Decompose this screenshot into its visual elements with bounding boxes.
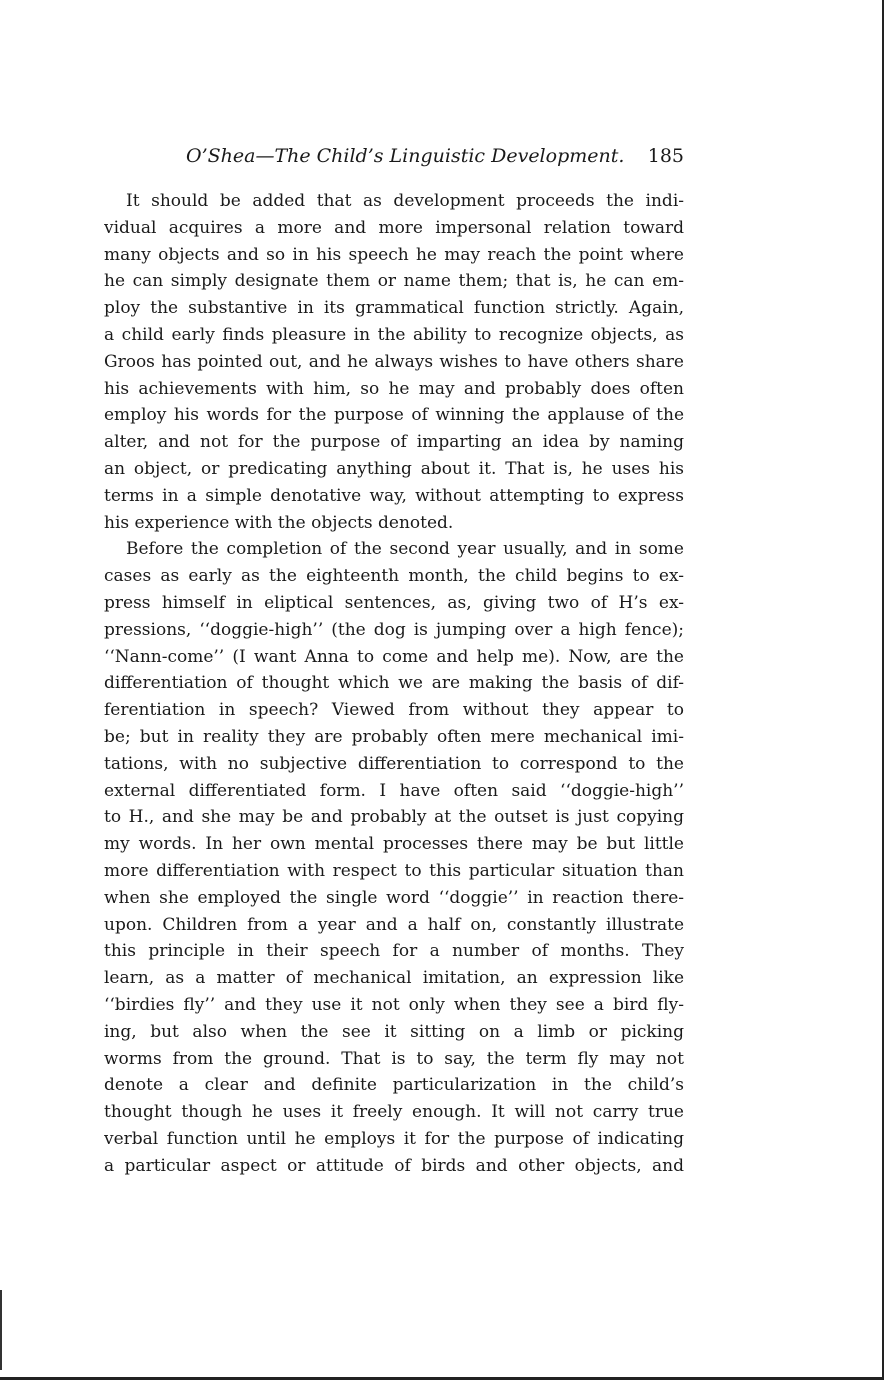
- text-line: pressions, ‘‘doggie-high’’ (the dog is jumping over a high fence);: [104, 619, 684, 640]
- text-line: press himself in eliptical sentences, as, giving two of H’s ex-: [104, 592, 684, 613]
- text-line: Groos has pointed out, and he always wishes to have others share: [104, 351, 684, 372]
- text-line: my words. In her own mental processes there may be but little: [104, 834, 684, 855]
- text-line: verbal function until he employs it for the purpose of indicating: [104, 1128, 684, 1149]
- text-line: vidual acquires a more and more impersonal relation toward: [104, 217, 684, 238]
- text-line: ‘‘birdies fly’’ and they use it not only when they see a bird fly-: [104, 994, 684, 1015]
- text-line: a particular aspect or attitude of birds and other objects, and: [104, 1155, 684, 1176]
- text-line: It should be added that as development proceeds the indi-: [126, 191, 684, 211]
- text-line: cases as early as the eighteenth month, the child begins to ex-: [104, 566, 684, 587]
- running-head: [104, 143, 684, 173]
- page-edge-mark: [0, 1290, 8, 1370]
- text-line: ing, but also when the see it sitting on a limb or picking: [104, 1021, 684, 1042]
- paragraph-2: [104, 536, 684, 1179]
- text-line: terms in a simple denotative way, without attempting to express: [104, 485, 684, 506]
- text-line: differentiation of thought which we are making the basis of dif-: [104, 673, 684, 694]
- text-line: this principle in their speech for a number of months. They: [104, 941, 684, 962]
- running-title: O’Shea—The Child’s Linguistic Development.: [186, 145, 625, 167]
- text-line: ploy the substantive in its grammatical function strictly. Again,: [104, 298, 684, 319]
- text-line: more differentiation with respect to this particular situation than: [104, 860, 684, 881]
- text-line: a child early finds pleasure in the ability to recognize objects, as: [104, 324, 684, 345]
- text-line: employ his words for the purpose of winning the applause of the: [104, 405, 684, 426]
- text-line: his experience with the objects denoted.: [104, 512, 454, 533]
- text-line: upon. Children from a year and a half on, constantly illustrate: [104, 914, 684, 935]
- text-line: Before the completion of the second year usually, and in some: [126, 539, 684, 560]
- text-line: alter, and not for the purpose of imparting an idea by naming: [104, 432, 684, 453]
- text-line: he can simply designate them or name them; that is, he can em-: [104, 271, 684, 292]
- text-line: ferentiation in speech? Viewed from without they appear to: [104, 700, 684, 721]
- text-line: an object, or predicating anything about it. That is, he uses his: [104, 458, 684, 479]
- text-line: learn, as a matter of mechanical imitation, an expression like: [104, 968, 684, 989]
- page-number: 185: [647, 145, 684, 167]
- text-line: his achievements with him, so he may and probably does often: [104, 378, 684, 399]
- text-line: be; but in reality they are probably often mere mechanical imi-: [104, 726, 684, 747]
- body-text: [104, 188, 684, 1179]
- text-line: ‘‘Nann-come’’ (I want Anna to come and help me). Now, are the: [104, 646, 684, 667]
- text-line: worms from the ground. That is to say, the term fly may not: [104, 1048, 684, 1069]
- text-line: tations, with no subjective differentiation to correspond to the: [104, 753, 684, 774]
- text-line: to H., and she may be and probably at the outset is just copying: [104, 807, 684, 828]
- paragraph-1: [104, 188, 684, 536]
- text-line: thought though he uses it freely enough. It will not carry true: [104, 1102, 684, 1123]
- text-line: denote a clear and definite particularization in the child’s: [104, 1075, 684, 1096]
- text-line: when she employed the single word ‘‘doggie’’ in reaction there-: [104, 887, 684, 908]
- text-line: external differentiated form. I have often said ‘‘doggie-high’’: [104, 780, 684, 801]
- text-line: many objects and so in his speech he may reach the point where: [104, 244, 684, 265]
